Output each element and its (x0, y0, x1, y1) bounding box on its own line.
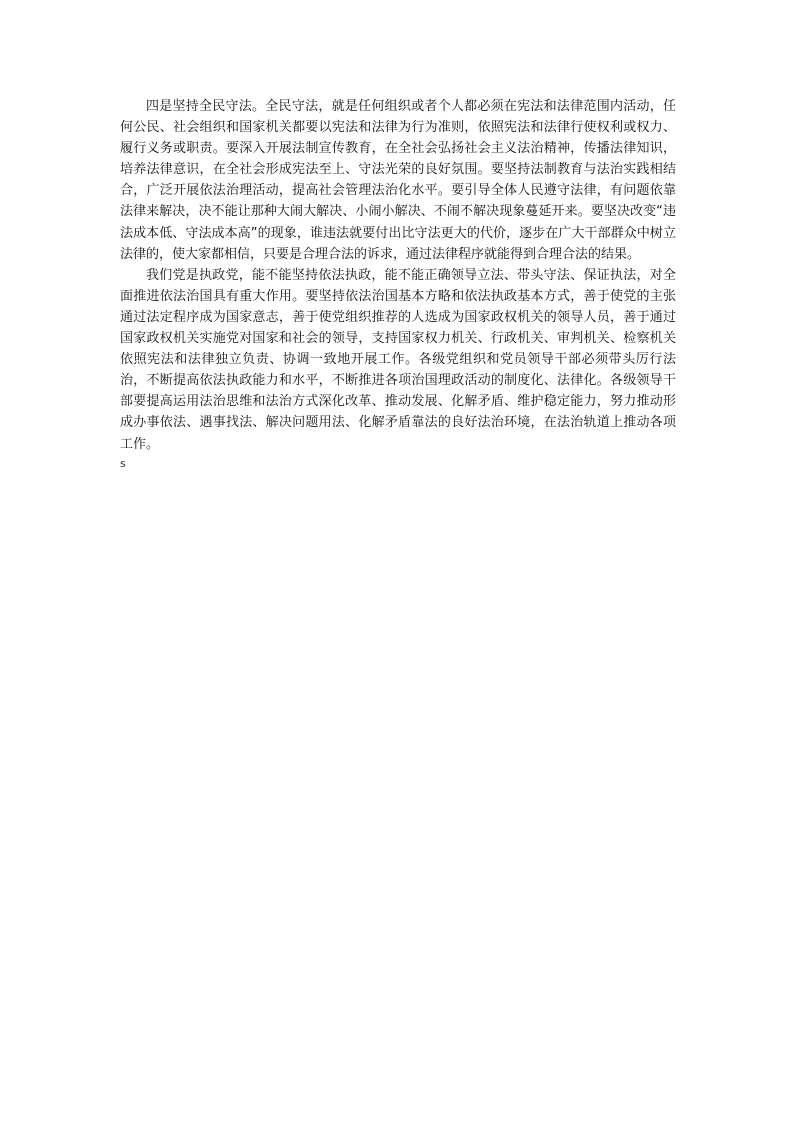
trailing-mark: s (120, 456, 126, 470)
paragraph-2: 我们党是执政党，能不能坚持依法执政，能不能正确领导立法、带头守法、保证执法，对全面推进依法治国具有重大作用。要坚持依法治国基本方略和依法执政基本方式，善于使党的主张通过法定程序成为国家意志，善于使党组织推荐的人选成为国家政权机关的领导人员，善于通过国家政权机关实施党对国家和社会的领导，支持国家权力机关、行政机关、审判机关、检察机关依照宪法和法律独立负责、协调一致地开展工作。各级党组织和党员领导干部必须带头厉行法治，不断提高依法执政能力和水平，不断推进各项治国理政活动的制度化、法律化。各级领导干部要提高运用法治思维和法治方式深化改革、推动发展、化解矛盾、维护稳定能力，努力推动形成办事依法、遇事找法、解决问题用法、化解矛盾靠法的良好法治环境，在法治轨道上推动各项工作。 (120, 267, 676, 452)
paragraph-1: 四是坚持全民守法。全民守法，就是任何组织或者个人都必须在宪法和法律范围内活动，任何公民、社会组织和国家机关都要以宪法和法律为行为准则，依照宪法和法律行使权利或权力、履行义务或职责。要深入开展法制宣传教育，在全社会弘扬社会主义法治精神，传播法律知识，培养法律意识，在全社会形成宪法至上、守法光荣的良好氛围。要坚持法制教育与法治实践相结合，广泛开展依法治理活动，提高社会管理法治化水平。要引导全体人民遵守法律，有问题依靠法律来解决，决不能让那种大闹大解决、小闹小解决、不闹不解决现象蔓延开来。要坚决改变“违法成本低、守法成本高”的现象，谁违法就要付出比守法更大的代价，逐步在广大干部群众中树立法律的，使大家都相信，只要是合理合法的诉求，通过法律程序就能得到合理合法的结果。 (120, 99, 676, 262)
document-body (120, 96, 676, 473)
